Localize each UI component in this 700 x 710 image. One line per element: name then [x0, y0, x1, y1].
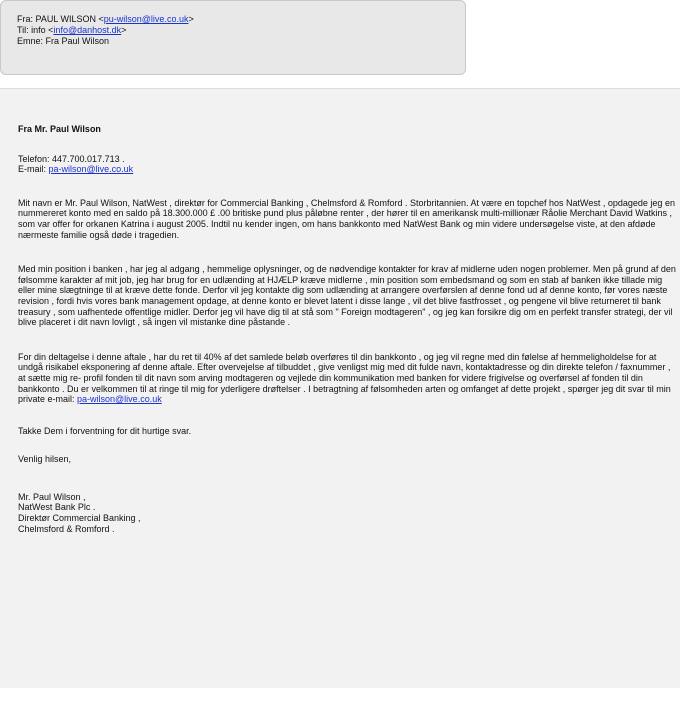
to-label: Til: info <	[17, 25, 54, 35]
email-line	[18, 164, 676, 175]
sender-title: Fra Mr. Paul Wilson	[18, 124, 101, 134]
from-email-link[interactable]: pu-wilson@live.co.uk	[103, 14, 189, 24]
from-label: Fra: PAUL WILSON <	[17, 14, 104, 24]
greeting-line: Venlig hilsen,	[18, 454, 72, 465]
to-suffix: >	[121, 25, 127, 35]
signature-line: Mr. Paul Wilson ,	[18, 491, 86, 502]
contact-email-link[interactable]: pa-wilson@live.co.uk	[48, 164, 134, 175]
signature-line: NatWest Bank Plc .	[18, 502, 96, 513]
signature-line: Chelmsford & Romford .	[18, 523, 115, 534]
message-content	[18, 124, 676, 534]
phone-line: Telefon: 447.700.017.713 .	[18, 153, 125, 164]
contact-block	[18, 154, 676, 175]
thanks-line: Takke Dem i forventning for dit hurtige svar.	[18, 425, 192, 436]
message-body	[0, 88, 680, 688]
paragraph-intro: Mit navn er Mr. Paul Wilson, NatWest , direktør for Commercial Banking , Chelmsford & Romford . Storbritannien. At være en topchef hos NatWest , opdagede jeg en nummereret konto med en saldo på 18.300.000 £ .00 britiske pund plus påløbne renter , der hører til en amerikansk multi-millionær Råolie Merchant David Watkins , som var offer for orkanen Katrina i august 2005. Indtil nu kender ingen, om hans bankkonto med NatWest Bank og min videre undersøgelse viste, at den afdøde nærmeste familie også døde i tragedien.	[18, 197, 675, 240]
paragraph-offer	[18, 352, 676, 405]
paragraph-position: Med min position i banken , har jeg al adgang , hemmelige oplysninger, og de nødvendige kontakter for krav af midlerne uden nogen problemer. Men på grund af den følsomme karakter af mit job, jeg har brug for en udlænding at HJÆLP kræve midlerne , min position som embedsmand og som en stab af banken ikke tillade mig eller mine slægtninge til at kræve dette fonde. Derfor vil jeg kontakte dig som udlænding at arrangere overførslen af denne fond ud af denne konto, før vores næste revision , fordi hvis vores bank management opdage, at denne konto er blevet latent i disse lange , vil det blive fastfrosset , og pengene vil blive returneret til bank treasury , som uafhentede offentlige midler. Derfor jeg vil have dig til at stå som " Foreign modtageren" , og jeg kan forsikre dig om en perfekt transfer strategi, der vil blive placeret i dit navn lovligt , så ingen vil mistanke dine påstande .	[18, 264, 676, 328]
email-header	[0, 0, 466, 75]
from-suffix: >	[188, 14, 194, 24]
email-label: E-mail:	[18, 164, 49, 175]
to-email-link[interactable]: info@danhost.dk	[53, 25, 122, 35]
to-row	[17, 25, 465, 36]
signature-line: Direktør Commercial Banking ,	[18, 513, 141, 524]
from-row	[17, 14, 465, 25]
private-email-link[interactable]: pa-wilson@live.co.uk	[77, 394, 162, 405]
signature-block	[18, 492, 676, 534]
paragraph-offer-text: For din deltagelse i denne aftale , har du ret til 40% af det samlede beløb overføres til din bankkonto , og jeg vil regne med din følelse af hemmeligholdelse for at undgå risikabel eksponering af denne aftale. Efter overvejelse af tilbuddet , give venligst mig med dit fulde navn, kontaktadresse og din direkte telefon / faxnummer , at sætte mig re- profil fonden til dit navn som arving modtageren og vejlede din kommunikation med banken for videre frigivelse og overførsel af fonden til din bankkonto . Du er velkommen til at ringe til mig for yderligere drøftelser . I betragtning af følsomheden arten og omfanget af dette projekt , spørger jeg dit svar til min private e-mail:	[18, 351, 671, 405]
subject-row: Emne: Fra Paul Wilson	[17, 36, 110, 46]
